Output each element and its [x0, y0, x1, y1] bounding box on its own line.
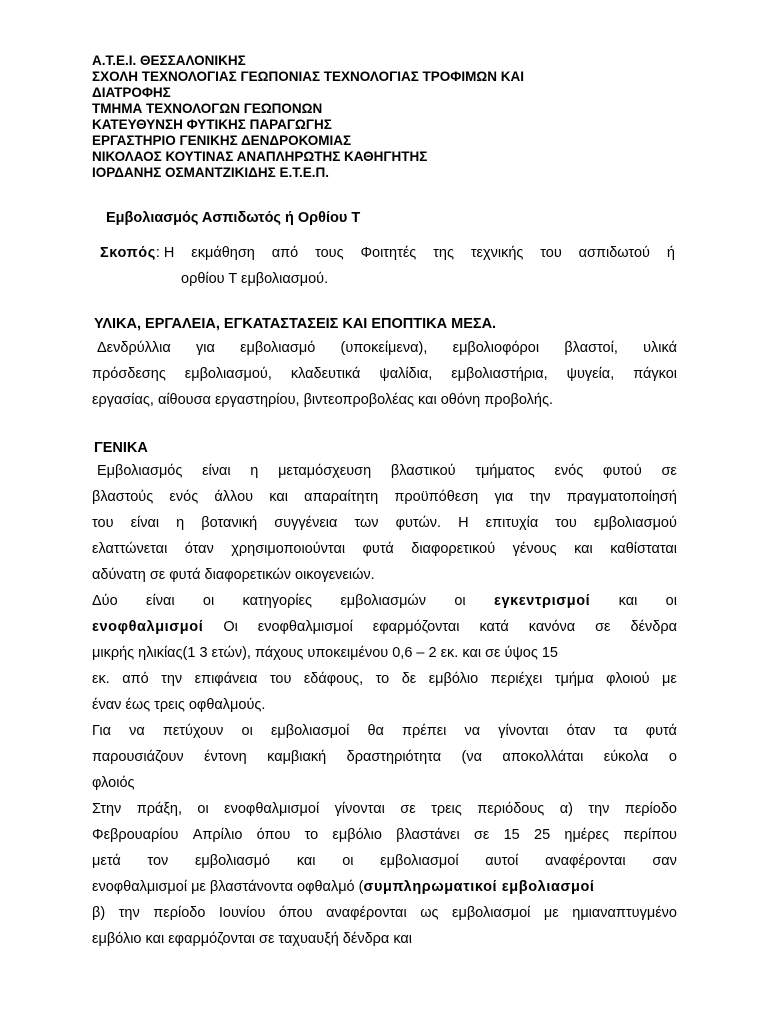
word: περίοδο — [153, 905, 206, 921]
word: πρόσδεσης — [92, 366, 166, 382]
word: διαφορετικού — [411, 541, 496, 557]
word: εμβολιασμού — [593, 515, 677, 531]
header-line: ΔΙΑΤΡΟΦΗΣ — [92, 85, 171, 100]
word: φλοιού — [606, 671, 650, 687]
general-p4-line-5 — [92, 900, 677, 926]
word: τον — [147, 853, 169, 869]
word: πράξη, — [136, 801, 182, 817]
word: Απρίλιο — [192, 827, 243, 843]
word: εκμάθηση — [191, 245, 255, 261]
word: κατά — [479, 619, 509, 635]
word: εφαρμόζονται — [372, 619, 460, 635]
word: από — [271, 245, 299, 261]
word: εμβολιασμών — [340, 593, 427, 609]
bold-term: ενοφθαλμισμοί — [92, 619, 204, 635]
word: την — [588, 801, 610, 817]
word: περιόδους — [477, 801, 545, 817]
word: οι — [665, 593, 677, 609]
word: για — [494, 489, 514, 505]
general-p1-line-4 — [92, 536, 677, 562]
word: εμβολιασμοί — [270, 723, 350, 739]
general-p3-line-2 — [92, 744, 677, 770]
header-line: ΤΜΗΜΑ ΤΕΧΝΟΛΟΓΩΝ ΓΕΩΠΟΝΩΝ — [92, 101, 323, 116]
word: των — [354, 515, 379, 531]
header-line: Α.Τ.Ε.Ι. ΘΕΣΣΑΛΟΝΙΚΗΣ — [92, 53, 246, 68]
general-p2-line-5: έναν έως τρεις οφθαλμούς. — [92, 697, 266, 713]
word: : Η — [155, 245, 175, 261]
word: βοτανική — [201, 515, 258, 531]
word: πετύχουν — [162, 723, 224, 739]
word: τμήμα — [554, 671, 594, 687]
general-p2-line-3: μικρής ηλικίας(1 3 ετών), πάχους υποκειμένου 0,6 – 2 εκ. και σε ύψος 15 — [92, 645, 558, 661]
word: της — [433, 245, 454, 261]
word: η — [250, 463, 259, 479]
word: βλαστοί, — [564, 340, 618, 356]
word: ελαττώνεται — [92, 541, 168, 557]
header-line: ΙΟΡΔΑΝΗΣ ΟΣΜΑΝΤΖΙΚΙΔΗΣ Ε.Τ.Ε.Π. — [92, 165, 329, 180]
materials-heading: ΥΛΙΚΑ, ΕΡΓΑΛΕΙΑ, ΕΓΚΑΤΑΣΤΑΣΕΙΣ ΚΑΙ ΕΠΟΠΤΙΚΑ ΜΕΣΑ. — [94, 316, 497, 332]
word: μεταμόσχευση — [278, 463, 372, 479]
word: δραστηριότητα — [346, 749, 442, 765]
word: εμβολιασμού, — [184, 366, 272, 382]
word: τεχνικής — [470, 245, 524, 261]
general-p2-line-1 — [92, 588, 677, 614]
word: να — [464, 723, 481, 739]
word: σαν — [652, 853, 677, 869]
word: εμβολιασμό — [240, 340, 316, 356]
word: Φοιτητές — [360, 245, 417, 261]
word: εμβόλιο — [428, 671, 479, 687]
word: Φεβρουαρίου — [92, 827, 179, 843]
word: βλαστάνει — [396, 827, 460, 843]
word: οι — [202, 593, 215, 609]
aim-line-1 — [100, 240, 675, 266]
word: ψαλίδια, — [379, 366, 433, 382]
word: Ιουνίου — [218, 905, 266, 921]
word: όταν — [566, 723, 596, 739]
word: εμβόλιο — [332, 827, 382, 843]
general-p2-line-2 — [92, 614, 677, 640]
word: 25 — [534, 827, 551, 843]
word: προϋπόθεση — [394, 489, 479, 505]
word: μετά — [92, 853, 121, 869]
word: δένδρα — [630, 619, 677, 635]
general-p3-line-3: φλοιός — [92, 775, 135, 791]
word: κλαδευτικά — [290, 366, 361, 382]
word: επιτυχία — [485, 515, 539, 531]
word: οι — [342, 853, 354, 869]
word: και — [574, 541, 593, 557]
aim-label-group — [100, 240, 174, 266]
word: ημιαναπτυγμένο — [572, 905, 677, 921]
word: σε — [595, 619, 611, 635]
word: σε — [473, 827, 490, 843]
word: ενός — [554, 463, 584, 479]
word: α) — [559, 801, 573, 817]
word: εμβολιασμοί — [380, 853, 459, 869]
document-title: Εμβολιασμός Ασπιδωτός ή Ορθίου Τ — [106, 210, 361, 226]
general-body — [92, 458, 677, 952]
word: του — [269, 671, 292, 687]
word: φυτά — [362, 541, 394, 557]
word: 15 — [503, 827, 520, 843]
word: ενοφθαλμισμοί — [257, 619, 353, 635]
word: έντονη — [204, 749, 247, 765]
word: γένους — [512, 541, 557, 557]
document-header — [92, 53, 692, 181]
word: εκ. — [92, 671, 110, 687]
word: ως — [420, 905, 439, 921]
word: ψυγεία, — [566, 366, 615, 382]
word: και — [296, 853, 316, 869]
word: φυτών. — [395, 515, 442, 531]
word: Εμβολιασμός — [97, 463, 183, 479]
word: αυτοί — [485, 853, 519, 869]
header-line: ΕΡΓΑΣΤΗΡΙΟ ΓΕΝΙΚΗΣ ΔΕΝΔΡΟΚΟΜΙΑΣ — [92, 133, 352, 148]
word: αναφέρονται — [326, 905, 407, 921]
word: του — [92, 515, 114, 531]
word: οι — [241, 723, 253, 739]
general-p4-line-2 — [92, 822, 677, 848]
word: καθίσταται — [610, 541, 677, 557]
word: αποκολλάται — [502, 749, 584, 765]
word: ενοφθαλμισμοί — [224, 801, 320, 817]
word: οι — [197, 801, 209, 817]
word: το — [375, 671, 390, 687]
word: η — [176, 515, 185, 531]
word: είναι — [146, 593, 175, 609]
general-p1-line-1 — [92, 458, 677, 484]
header-line: ΣΧΟΛΗ ΤΕΧΝΟΛΟΓΙΑΣ ΓΕΩΠΟΝΙΑΣ ΤΕΧΝΟΛΟΓΙΑΣ ΤΡΟΦΙΜΩΝ ΚΑΙ — [92, 69, 524, 84]
word: εδάφους, — [303, 671, 364, 687]
word: εμβολιοφόροι — [452, 340, 540, 356]
general-heading: ΓΕΝΙΚΑ — [94, 440, 148, 456]
header-line: ΚΑΤΕΥΘΥΝΣΗ ΦΥΤΙΚΗΣ ΠΑΡΑΓΩΓΗΣ — [92, 117, 332, 132]
word: του — [555, 515, 577, 531]
word: φυτού — [602, 463, 642, 479]
word: εμβολιασμοί — [452, 905, 531, 921]
word: τα — [613, 723, 628, 739]
word: όπου — [256, 827, 291, 843]
general-p4-line-4-text: ενοφθαλμισμοί με βλαστάνοντα οφθαλμό ( — [92, 879, 364, 895]
word: με — [543, 905, 559, 921]
word: Η — [458, 515, 469, 531]
word: ή — [666, 245, 675, 261]
general-p4-line-1 — [92, 796, 677, 822]
word: παρουσιάζουν — [92, 749, 184, 765]
word: Οι — [223, 619, 238, 635]
general-p1-line-3 — [92, 510, 677, 536]
general-p4-line-6: εμβόλιο και εφαρμόζονται σε ταχυαυξή δένδρα και — [92, 931, 413, 947]
word: φυτά — [645, 723, 677, 739]
word: κατηγορίες — [242, 593, 312, 609]
bold-term: εγκεντρισμοί — [493, 593, 591, 609]
word: ημέρες — [564, 827, 609, 843]
word: συγγένεια — [274, 515, 338, 531]
word: βλαστικού — [390, 463, 456, 479]
word: (να — [461, 749, 482, 765]
word: από — [122, 671, 149, 687]
materials-line-2 — [92, 361, 677, 387]
word: βλαστούς — [92, 489, 154, 505]
general-p4-line-4 — [92, 874, 677, 900]
header-line: ΝΙΚΟΛΑΟΣ ΚΟΥΤΙΝΑΣ ΑΝΑΠΛΗΡΩΤΗΣ ΚΑΘΗΓΗΤΗΣ — [92, 149, 428, 164]
word: τους — [315, 245, 344, 261]
word: καμβιακή — [267, 749, 327, 765]
word: το — [304, 827, 319, 843]
word: β) — [92, 905, 106, 921]
materials-line-1 — [92, 335, 677, 361]
word: γίνονται — [334, 801, 385, 817]
word: σε — [661, 463, 677, 479]
word: την — [118, 905, 140, 921]
word: την — [529, 489, 551, 505]
word: χρησιμοποιούνται — [231, 541, 346, 557]
word: σε — [400, 801, 416, 817]
general-p2-line-4 — [92, 666, 677, 692]
general-p4-line-3 — [92, 848, 677, 874]
general-p4-line-4-bold: συμπληρωματικοί εμβολιασμοί — [363, 879, 595, 895]
aim-paragraph — [100, 240, 675, 292]
word: (υποκείμενα), — [340, 340, 428, 356]
word: οι — [454, 593, 466, 609]
word: Στην — [92, 801, 122, 817]
word: περίπου — [623, 827, 677, 843]
word: ο — [668, 749, 677, 765]
word: είναι — [202, 463, 231, 479]
word: για — [196, 340, 215, 356]
word: περίοδο — [624, 801, 677, 817]
word: με — [662, 671, 677, 687]
word: αναφέρονται — [545, 853, 626, 869]
word: τμήματος — [475, 463, 535, 479]
word: του — [540, 245, 562, 261]
word: πρέπει — [402, 723, 447, 739]
word: άλλου — [214, 489, 254, 505]
word: Δενδρύλλια — [97, 340, 171, 356]
word: να — [129, 723, 145, 739]
aim-line-2: ορθίου Τ εμβολιασμού. — [181, 271, 329, 287]
materials-paragraph — [92, 335, 677, 413]
word: όταν — [184, 541, 214, 557]
word: ασπιδωτού — [578, 245, 650, 261]
word: ενός — [169, 489, 199, 505]
aim-label: Σκοπός — [100, 245, 156, 261]
word: εμβολιαστήρια, — [451, 366, 548, 382]
word: Δύο — [92, 593, 118, 609]
word: απαραίτητη — [304, 489, 379, 505]
word: είναι — [130, 515, 160, 531]
general-p1-line-5: αδύνατη σε φυτά διαφορετικών οικογενειών. — [92, 567, 375, 583]
word: κανόνα — [528, 619, 576, 635]
word: εύκολα — [603, 749, 649, 765]
word: γίνονται — [498, 723, 549, 739]
word: πάγκοι — [633, 366, 677, 382]
word: περιέχει — [490, 671, 543, 687]
general-p3-line-1 — [92, 718, 677, 744]
word: και — [618, 593, 638, 609]
word: πραγματοποίησή — [566, 489, 677, 505]
word: εμβολιασμό — [194, 853, 271, 869]
word: δε — [401, 671, 417, 687]
word: υλικά — [643, 340, 677, 356]
word: Για — [92, 723, 111, 739]
word: και — [269, 489, 288, 505]
materials-line-3: εργασίας, αίθουσα εργαστηρίου, βιντεοπροβολέας και οθόνη προβολής. — [92, 392, 554, 408]
word: θα — [367, 723, 384, 739]
general-p1-line-2 — [92, 484, 677, 510]
word: επιφάνεια — [194, 671, 258, 687]
word: όπου — [278, 905, 313, 921]
word: την — [161, 671, 183, 687]
word: τρεις — [431, 801, 462, 817]
